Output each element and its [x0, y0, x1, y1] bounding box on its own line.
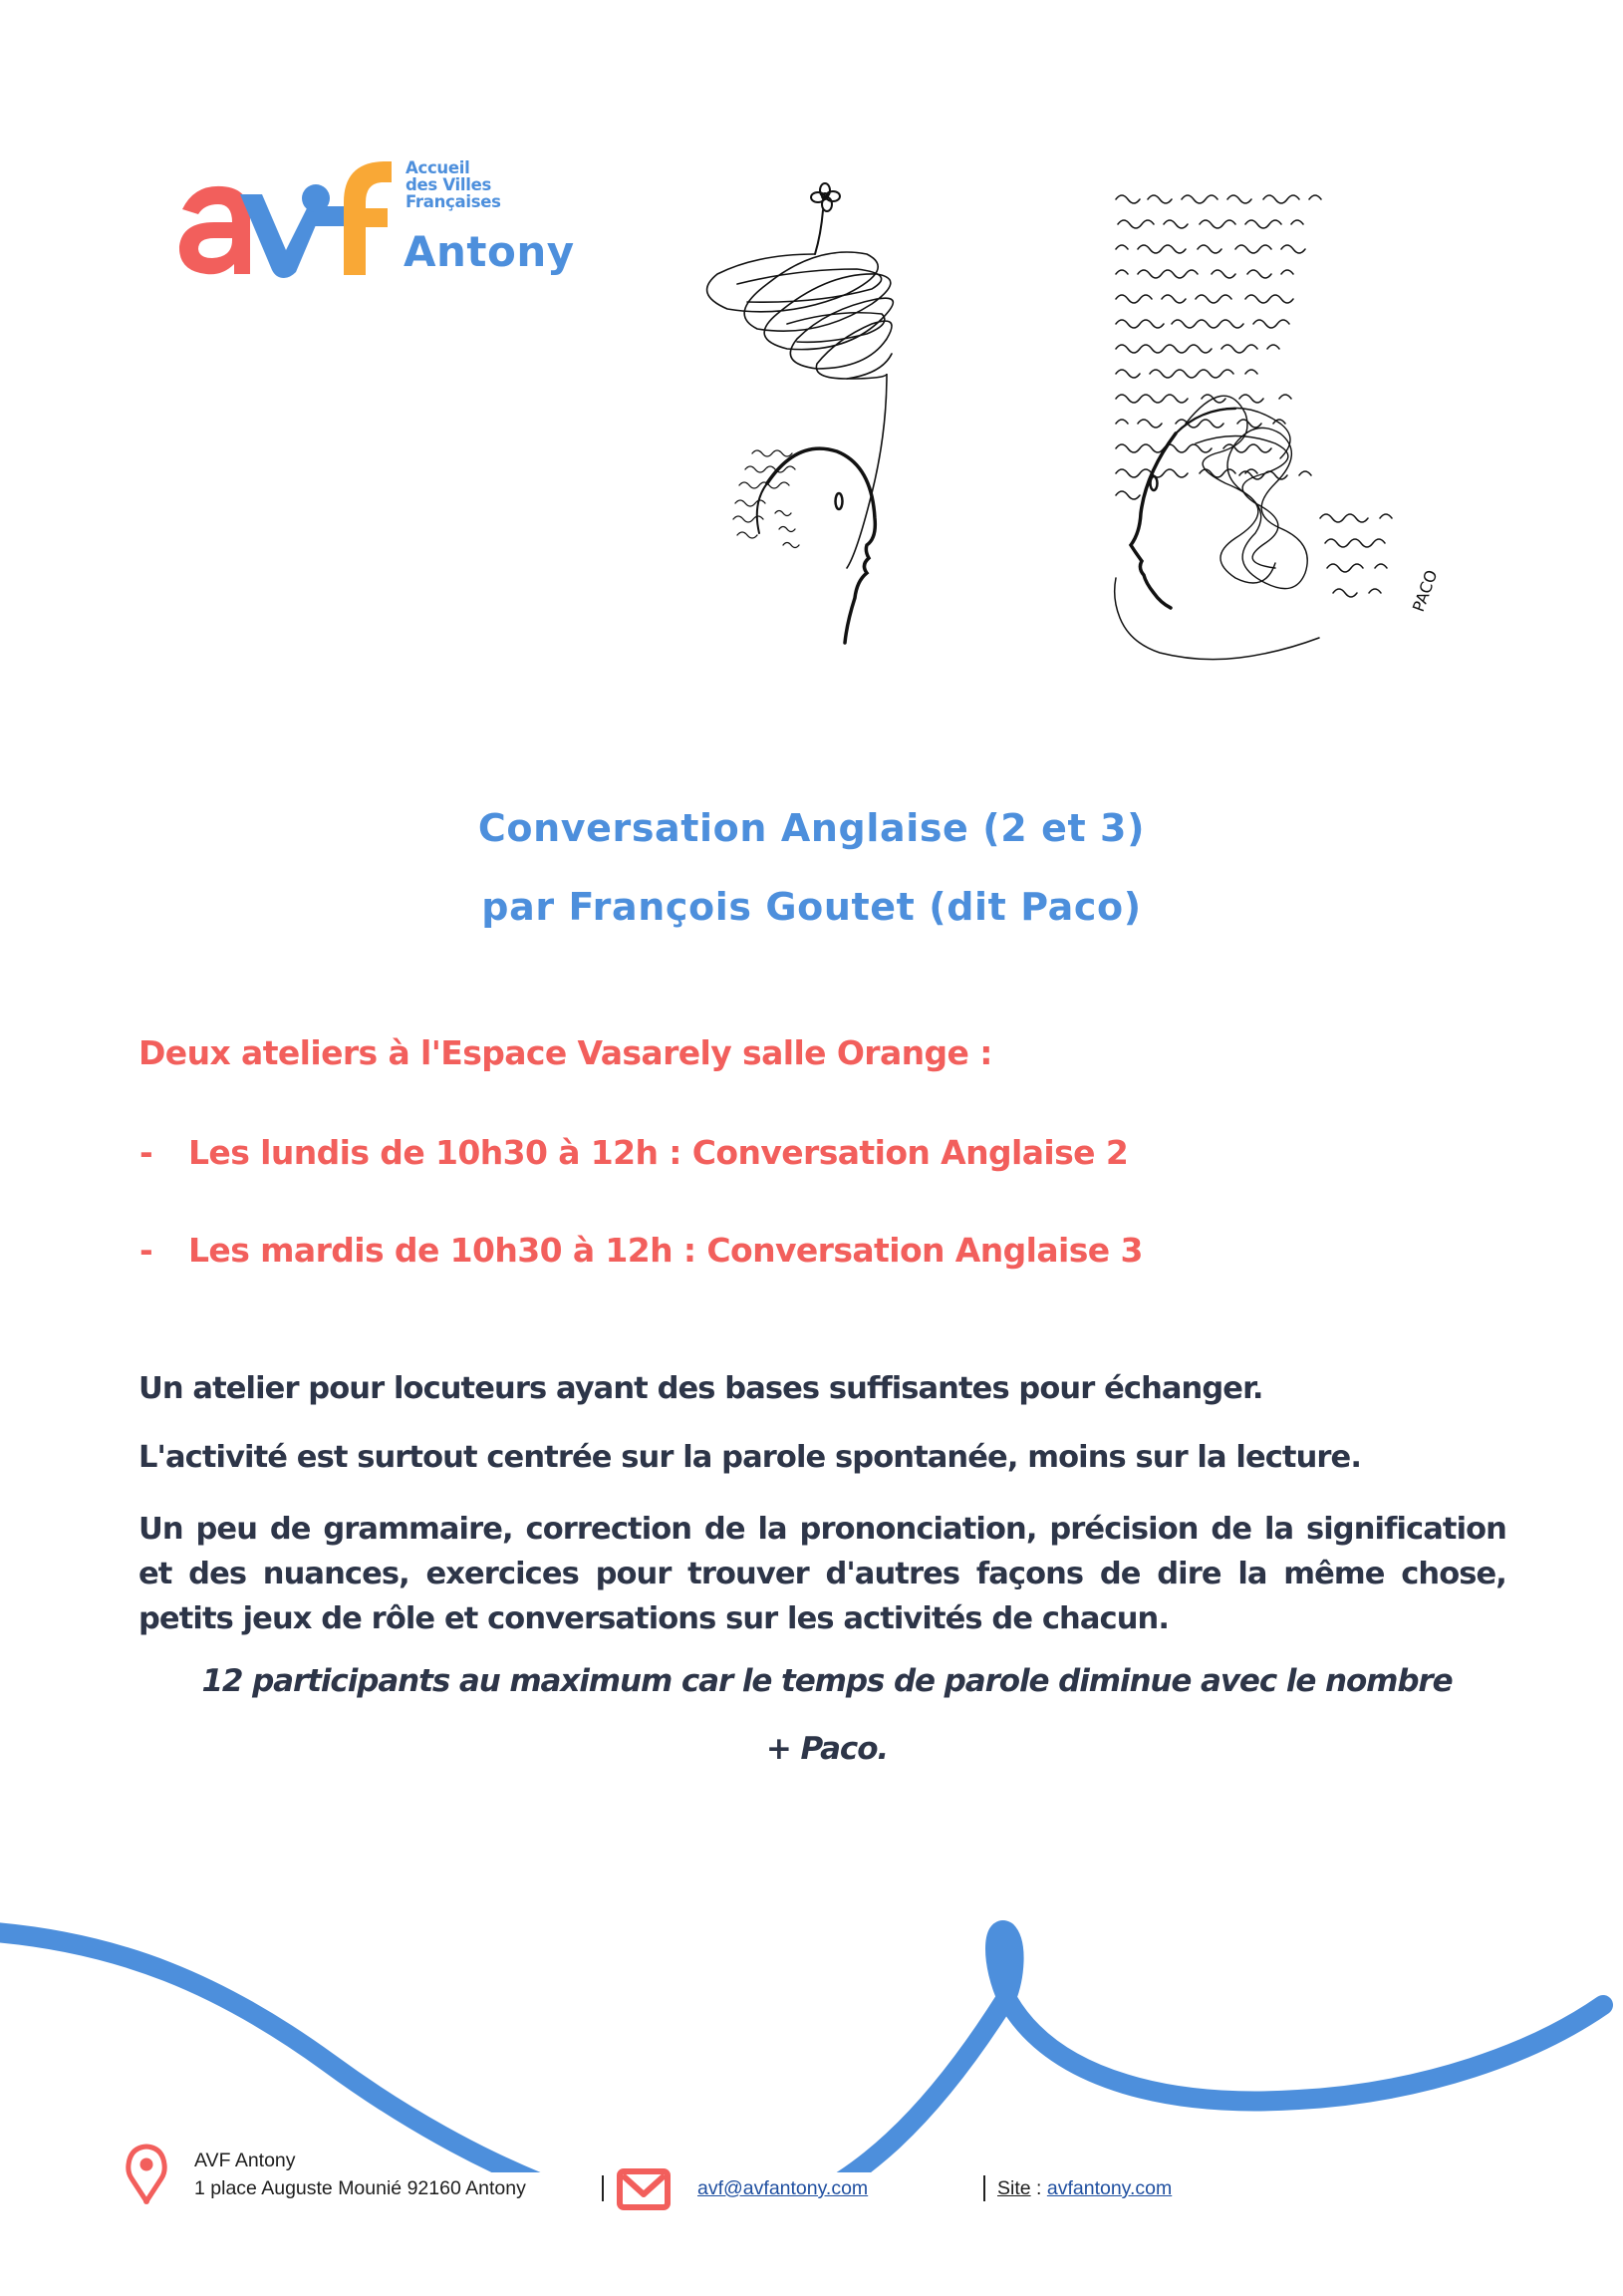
- logo-tagline-line-3: Françaises: [406, 192, 501, 211]
- footer-separator: [983, 2175, 985, 2201]
- scribble-head-drawing-icon: [697, 174, 996, 653]
- page-title: Conversation Anglaise (2 et 3): [477, 806, 1146, 850]
- bullet-dash: -: [139, 1231, 153, 1270]
- avf-logo-mark-icon: [174, 154, 404, 294]
- logo-city-name: Antony: [404, 227, 575, 276]
- participants-note: 12 participants au maximum car le temps de parole diminue avec le nombre: [201, 1663, 1453, 1699]
- decorative-wave-line: [0, 1873, 1623, 2172]
- mail-icon: [617, 2168, 671, 2214]
- participants-note-suffix: + Paco.: [765, 1731, 889, 1767]
- site-info: [997, 2177, 1172, 2200]
- location-pin-icon: [126, 2143, 167, 2210]
- site-label: Site: [997, 2177, 1031, 2199]
- description-line-1: Un atelier pour locuteurs ayant des bases suffisantes pour échanger.: [138, 1371, 1263, 1406]
- footer-separator: [602, 2175, 604, 2201]
- session-label: Les lundis de 10h30 à 12h : Conversation Anglaise 2: [188, 1133, 1129, 1172]
- session-label: Les mardis de 10h30 à 12h : Conversation Anglaise 3: [188, 1231, 1143, 1270]
- logo-tagline-line-2: des Villes: [406, 175, 492, 194]
- org-name: AVF Antony: [194, 2150, 296, 2171]
- site-link[interactable]: avfantony.com: [1046, 2177, 1173, 2199]
- venue-intro: Deux ateliers à l'Espace Vasarely salle Orange :: [138, 1033, 992, 1072]
- description-line-2: L'activité est surtout centrée sur la parole spontanée, moins sur la lecture.: [138, 1440, 1362, 1475]
- artist-signature: PACO: [1408, 567, 1442, 615]
- email-link[interactable]: avf@avfantony.com: [697, 2177, 869, 2199]
- logo-tagline-line-1: Accueil: [406, 158, 470, 177]
- avf-antony-logo: [174, 154, 613, 294]
- scribble-head-handwriting-drawing-icon: [1106, 184, 1504, 683]
- bullet-dash: -: [139, 1133, 153, 1172]
- illustration-right: [1106, 184, 1504, 683]
- page-subtitle: par François Goutet (dit Paco): [481, 885, 1142, 929]
- site-separator: :: [1030, 2177, 1047, 2199]
- description-paragraph: Un peu de grammaire, correction de la prononciation, précision de la signification et des nuances, exercices pour trouver d'autres façons de dire la même chose, petits jeux de rôle et conversations sur les activités de chacun.: [138, 1512, 1506, 1636]
- illustration-left: [697, 174, 996, 653]
- org-address: 1 place Auguste Mounié 92160 Antony: [194, 2177, 526, 2199]
